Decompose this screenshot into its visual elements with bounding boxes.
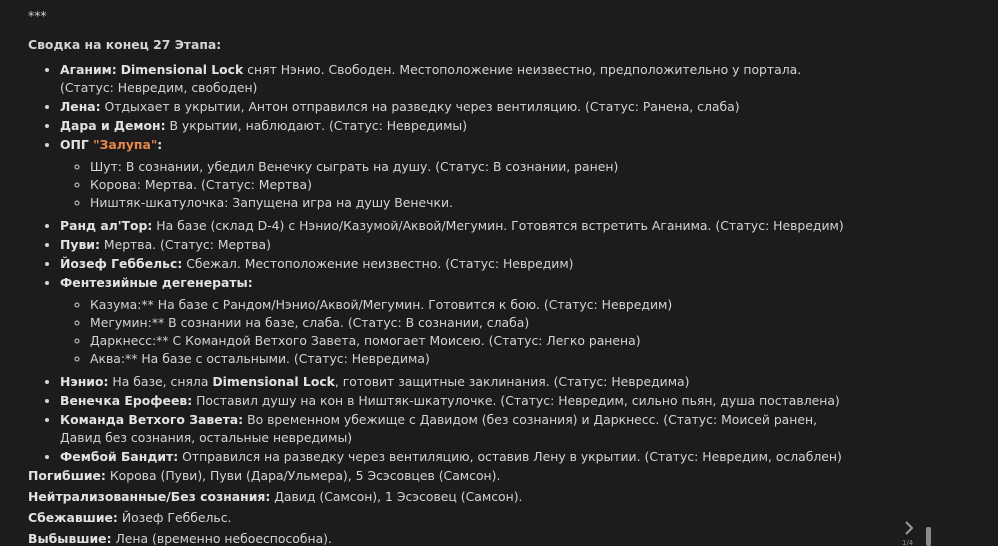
item-name: Нэнио: bbox=[60, 374, 109, 389]
list-item-femboy bbox=[60, 448, 858, 466]
item-text: Отдыхает в укрытии, Антон отправился на разведку через вентиляцию. (Статус: Ранена, слаба) bbox=[100, 99, 740, 114]
totals-escaped bbox=[28, 509, 858, 527]
totals-text: Йозеф Геббельс. bbox=[117, 510, 232, 525]
list-item-puvi bbox=[60, 236, 858, 254]
character-list bbox=[28, 61, 858, 466]
sub-item: ◦ Казума:** На базе с Рандом/Нэнио/Аквой/Мегумин. Готовится к бою. (Статус: Невредим) bbox=[90, 296, 858, 314]
list-item-opg bbox=[60, 136, 858, 212]
sub-item: ◦ Даркнесс:** С Командой Ветхого Завета, помогает Моисею. (Статус: Легко ранена) bbox=[90, 332, 858, 350]
list-item-nenio bbox=[60, 373, 858, 391]
item-name: Фембой Бандит: bbox=[60, 449, 179, 464]
sub-item: ◦ Аква:** На базе с остальными. (Статус: Невредима) bbox=[90, 350, 858, 368]
item-name: Венечка Ерофеев: bbox=[60, 393, 193, 408]
list-item-fantasy bbox=[60, 274, 858, 368]
totals-label: Погибшие: bbox=[28, 468, 106, 483]
list-item-aganim bbox=[60, 61, 858, 97]
totals-label: Нейтрализованные/Без сознания: bbox=[28, 489, 271, 504]
item-text: Мертва. (Статус: Мертва) bbox=[99, 237, 271, 252]
totals-label: Сбежавшие: bbox=[28, 510, 118, 525]
item-bold: Dimensional Lock bbox=[120, 62, 244, 77]
totals-text: Корова (Пуви), Пуви (Дара/Ульмера), 5 Эсэсовцев (Самсон). bbox=[105, 468, 501, 483]
item-text: На базе (склад D-4) с Нэнио/Казумой/Аквой/Мегумин. Готовятся встретить Аганима. (Статус: Невредим) bbox=[152, 218, 844, 233]
item-name: Фентезийные дегенераты: bbox=[60, 275, 253, 290]
item-name: Лена: bbox=[60, 99, 101, 114]
page-indicator: 1/4 bbox=[902, 540, 914, 546]
list-item-venechka bbox=[60, 392, 858, 410]
separator: *** bbox=[28, 8, 47, 23]
item-text: Сбежал. Местоположение неизвестно. (Статус: Невредим) bbox=[182, 256, 574, 271]
item-text: снят Нэнио. Свободен. Местоположение неизвестно, предположительно у портала. (Статус: Невредим, свободен) bbox=[60, 62, 802, 95]
chevron-right-icon-svg bbox=[902, 520, 916, 536]
item-name: Команда Ветхого Завета: bbox=[60, 412, 244, 427]
totals-block bbox=[28, 467, 858, 546]
chevron-right-icon[interactable] bbox=[902, 520, 916, 536]
totals-dead bbox=[28, 467, 858, 485]
list-item-dara bbox=[60, 117, 858, 135]
item-text-pre: На базе, сняла bbox=[108, 374, 213, 389]
list-item-lena bbox=[60, 98, 858, 116]
item-text: Во временном убежище с Давидом (без сознания) и Даркнесс. (Статус: Моисей ранен, Давид без сознания, остальные невредимы) bbox=[60, 412, 818, 445]
scrollbar-thumb[interactable] bbox=[926, 527, 931, 546]
summary-heading: Сводка на конец 27 Этапа: bbox=[28, 37, 222, 52]
sub-item: ◦ Корова: Мертва. (Статус: Мертва) bbox=[90, 176, 858, 194]
totals-text: Давид (Самсон), 1 Эсэсовец (Самсон). bbox=[270, 489, 523, 504]
sub-item: ◦ Ништяк-шкатулочка: Запущена игра на душу Венечки. bbox=[90, 194, 858, 212]
totals-out bbox=[28, 530, 858, 546]
opg-sublist bbox=[60, 158, 858, 212]
item-name: Йозеф Геббельс: bbox=[60, 256, 183, 271]
totals-neutralized bbox=[28, 488, 858, 506]
item-bold: Dimensional Lock bbox=[212, 374, 335, 389]
item-name: Пуви: bbox=[60, 237, 100, 252]
list-item-team bbox=[60, 411, 858, 447]
message-content bbox=[28, 7, 858, 546]
fantasy-sublist bbox=[60, 296, 858, 368]
item-text: , готовит защитные заклинания. (Статус: Невредима) bbox=[334, 374, 690, 389]
item-name: Ранд ал'Тор: bbox=[60, 218, 153, 233]
item-text: В укрытии, наблюдают. (Статус: Невредимы) bbox=[165, 118, 468, 133]
item-text: Поставил душу на кон в Ништяк-шкатулочке. (Статус: Невредим, сильно пьян, душа поставлена) bbox=[192, 393, 840, 408]
item-name: Аганим: bbox=[60, 62, 117, 77]
totals-label: Выбывшие: bbox=[28, 531, 112, 546]
item-accent: "Залупа" bbox=[93, 137, 158, 152]
totals-text: Лена (временно небоеспособна). bbox=[111, 531, 332, 546]
item-colon: : bbox=[157, 137, 163, 152]
sub-item: ◦ Шут: В сознании, убедил Венечку сыграть на душу. (Статус: В сознании, ранен) bbox=[90, 158, 858, 176]
sub-item: ◦ Мегумин:** В сознании на базе, слаба. (Статус: В сознании, слаба) bbox=[90, 314, 858, 332]
item-name: ОПГ bbox=[60, 137, 94, 152]
item-name: Дара и Демон: bbox=[60, 118, 166, 133]
list-item-rand bbox=[60, 217, 858, 235]
item-text: Отправился на разведку через вентиляцию, оставив Лену в укрытии. (Статус: Невредим, ослаблен) bbox=[178, 449, 842, 464]
list-item-goebbels bbox=[60, 255, 858, 273]
